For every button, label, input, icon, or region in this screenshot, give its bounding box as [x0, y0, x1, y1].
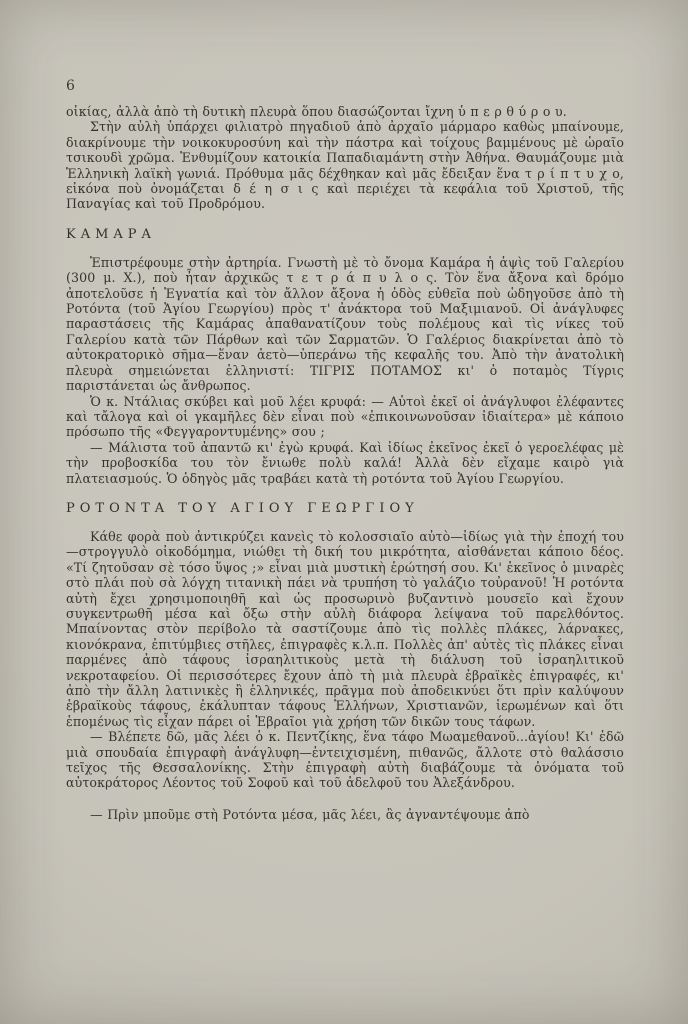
section-heading-kamara: ΚΑΜΑΡΑ [66, 226, 156, 242]
paragraph-kamara-3: — Μάλιστα τοῦ ἀπαντῶ κι' ἐγὼ κρυφά. Καὶ ἰδίως ἐκεῖνος ἐκεῖ ὁ γεροελέφας μὲ τὴν προβοσκίδα του τὸν ἔνιωθε πολὺ καλά! Ἀλλὰ δὲν εἴχαμε καιρὸ γιὰ πλατειασμούς. Ὁ ὁδηγὸς μᾶς τραβάει κατὰ τὴ ροτόντα τοῦ Ἁγίου Γεωργίου. [66, 439, 624, 486]
paragraph-courtyard: Στὴν αὐλὴ ὑπάρχει φιλιατρὸ πηγαδιοῦ ἀπὸ ἀρχαῖο μάρμαρο καθὼς μπαίνουμε, διακρίνουμε τὴν νοικοκυροσύνη καὶ τὴν πάστρα καὶ τοίχους βαμμένους μὲ ὡραῖο τσικουδὶ χρῶμα. Ἐνθυμίζουν κατοικία Παπαδιαμάντη στὴν Ἀθήνα. Θαυμάζουμε μιὰ Ἑλληνικὴ λαϊκὴ γωνιά. Πρόθυμα μᾶς δέχθηκαν καὶ μᾶς ἔδειξαν ἕνα τ ρ ί π τ υ χ ο, εἰκόνα ποὺ ὀνομάζεται δ έ η σ ι ς καὶ περιέχει τὰ κεφάλια τοῦ Χριστοῦ, τῆς Παναγίας καὶ τοῦ Προδρόμου. [66, 119, 624, 212]
paragraph-rotonda-2: — Βλέπετε δῶ, μᾶς λέει ὁ κ. Πεντζίκης, ἕνα τάφο Μωαμεθανοῦ...ἁγίου! Κι' ἐδῶ μιὰ σπουδαία ἐπιγραφὴ ἀνάγλυφη—ἐντειχισμένη, πιθανῶς, ἄλλοτε στὸ θαλάσσιο τεῖχος τῆς Θεσσαλονίκης. Στὴν ἐπιγραφὴ αὐτὴ διαβάζουμε τὰ ὀνόματα τοῦ αὐτοκράτορος Λέοντος τοῦ Σοφοῦ καὶ τοῦ ἀδελφοῦ του Ἀλεξάνδρου. [66, 729, 624, 791]
section-heading-rotonda: ΡΟΤΟΝΤΑ ΤΟΥ ΑΓΙΟΥ ΓΕΩΡΓΙΟΥ [66, 500, 419, 516]
paragraph-rotonda-1: Κάθε φορὰ ποὺ ἀντικρύζει κανεὶς τὸ κολοσσιαῖο αὐτὸ—ἰδίως γιὰ τὴν ἐποχή του—στρογγυλὸ οἰκοδόμημα, νιώθει τὴ δική του μικρότητα, αἰσθάνεται κάποιο δέος. «Τί ζητοῦσαν σὲ τόσο ὕψος ;» εἶναι μιὰ μυστικὴ ἐρώτησή σου. Κι' ἐκεῖνος ὁ μιναρὲς στὸ πλάι ποὺ σὰ λόγχη τιτανικὴ πάει νὰ τρυπήση τὸ γαλάζιο τοὐρανοῦ! Ἡ ροτόντα αὐτὴ ἔχει χρησιμοποιηθῆ καὶ ὡς προσωρινὸ βυζαντινὸ μουσεῖο καὶ ἔχουν συγκεντρωθῆ μέσα καὶ ὄξω στὴν αὐλὴ διάφορα λείψανα τοῦ παρελθόντος. Μπαίνοντας στὸν περίβολο τὰ σαστίζουμε ἀπὸ τὶς πολλὲς πλάκες, λάρνακες, κιονόκρανα, ἐπιτύμβιες στῆλες, ἐπιγραφὲς κ.λ.π. Πολλὲς ἀπ' αὐτὲς τὶς πλάκες εἶναι παρμένες ἀπὸ τάφους ἰσραηλιτικοὺς μετὰ τὴ διάλυση τοῦ ἰσραηλιτικοῦ νεκροταφείου. Οἱ περισσότερες ἔχουν ἀπὸ τὴ μιὰ πλευρὰ ἑβραϊκὲς ἐπιγραφές, κι' ἀπὸ τὴν ἄλλη λατινικὲς ἢ ἑλληνικές, πρᾶγμα ποὺ ἀποδεικνύει ὅτι πρὶν καλύψουν ἑβραϊκοὺς τάφους, ἐκάλυπταν τάφους Ἑλλήνων, Χριστιανῶν, ἱερωμένων καὶ ὅτι ἑπομένως τὶς εἶχαν πάρει οἱ Ἑβραῖοι γιὰ χρήση τῶν δικῶν τους τάφων. [66, 528, 624, 729]
paragraph-kamara-1: Ἐπιστρέφουμε στὴν ἀρτηρία. Γνωστὴ μὲ τὸ ὄνομα Καμάρα ἡ ἁψὶς τοῦ Γαλερίου (300 μ. Χ.), ποὺ ἦταν ἀρχικῶς τ ε τ ρ ά π υ λ ο ς. Τὸν ἕνα ἄξονα καὶ δρόμο ἀποτελοῦσε ἡ Ἐγνατία καὶ τὸν ἄλλον ἄξονα ἡ ὁδὸς εὐθεῖα ποὺ ὡδηγοῦσε ἀπὸ τὴ Ροτόντα (τοῦ Ἁγίου Γεωργίου) πρὸς τ' ἀνάκτορα τοῦ Μαξιμιανοῦ. Οἱ ἀνάγλυφες παραστάσεις τῆς Καμάρας ἀπαθανατίζουν τοὺς πολέμους καὶ τὶς νίκες τοῦ Γαλερίου κατὰ τῶν Πάρθων καὶ τῶν Σαρματῶν. Ὁ Γαλέριος διακρίνεται ἀπὸ τὸ αὐτοκρατορικὸ σῆμα—ἕναν ἀετὸ—ὑπεράνω τῆς κεφαλῆς του. Ἀπὸ τὴν ἀνατολικὴ πλευρὰ σημειώνεται ἑλληνιστί: ΤΙΓΡΙΣ ΠΟΤΑΜΟΣ κι' ὁ ποταμὸς Τίγρις παριστάνεται ὡς ἄνθρωπος. [66, 254, 624, 394]
page-content [66, 78, 624, 822]
paragraph-continuation: οἰκίας, ἀλλὰ ἀπὸ τὴ δυτικὴ πλευρὰ ὅπου διασώζονται ἴχνη ὑ π ε ρ θ ύ ρ ο υ. [66, 104, 567, 119]
paragraph-kamara-2: Ὁ κ. Ντάλιας σκύβει καὶ μοῦ λέει κρυφά: — Αὐτοὶ ἐκεῖ οἱ ἀνάγλυφοι ἐλέφαντες καὶ τἄλογα καὶ οἱ γκαμῆλες δὲν εἶναι ποὺ «ἐπικοινωνοῦσαν ἰδιαίτερα» μὲ κάποιο πρόσωπο τῆς «Φεγγαροντυμένης» σου ; [66, 393, 624, 440]
page-number: 6 [66, 78, 75, 94]
body-text [66, 104, 624, 822]
paragraph-rotonda-3: — Πρὶν μποῦμε στὴ Ροτόντα μέσα, μᾶς λέει, ἂς ἀγναντέψουμε ἀπὸ [90, 806, 530, 822]
